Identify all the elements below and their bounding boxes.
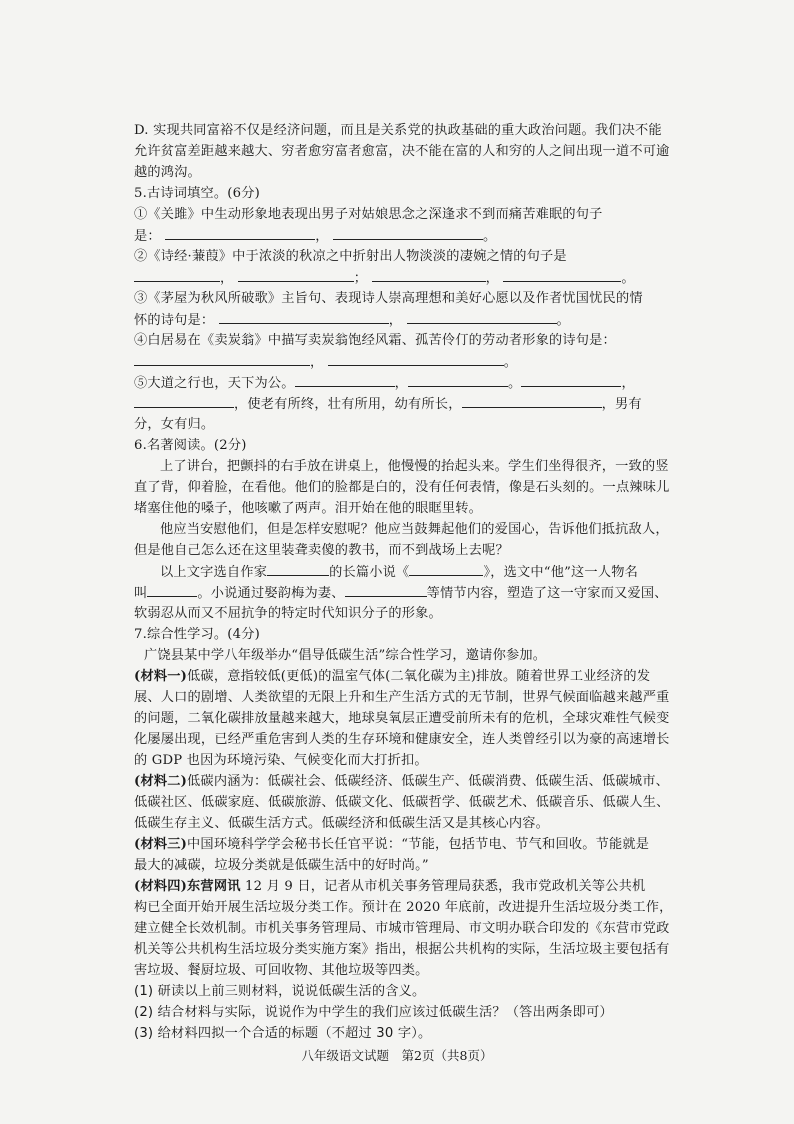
q6-fill-text: 。小说通过娶韵梅为妻、 [197, 586, 345, 601]
material-label: (材料二) [134, 774, 188, 789]
answer-blank[interactable] [147, 582, 197, 597]
answer-blank[interactable] [219, 309, 389, 324]
material-text: 低碳内涵为：低碳社会、低碳经济、低碳生产、低碳消费、低碳生活、低碳城市、 [187, 774, 669, 789]
q7-subquestion-3: (3) 给材料四拟一个合适的标题（不超过 30 字）。 [134, 1026, 432, 1041]
page-footer: 八年级语文试题 第2页（共8页） [301, 1048, 493, 1063]
material-label: (材料三) [134, 837, 188, 852]
material-text: 低碳，意指较低(更低)的温室气体(二氧化碳为主)排放。随着世界工业经济的发 [187, 669, 651, 684]
question-6-title: 6.名著阅读。(2分) [134, 438, 247, 453]
answer-blank[interactable] [165, 225, 315, 240]
q5-item-1: ①《关雎》中生动形象地表现出男子对姑娘思念之深逢求不到而痛苦难眠的句子 [134, 207, 603, 222]
material-1-line: 的问题，二氧化碳排放量越来越大，地球臭氧层正遭受前所未有的危机，全球灾难性气候变 [134, 711, 670, 726]
answer-blank[interactable] [295, 372, 395, 387]
answer-blank[interactable] [462, 393, 602, 408]
answer-blank[interactable] [267, 561, 329, 576]
option-d-line: D. 实现共同富裕不仅是经济问题，而且是关系党的执政基础的重大政治问题。我们决不能 [134, 123, 662, 138]
answer-blank[interactable] [408, 372, 508, 387]
answer-blank[interactable] [238, 267, 354, 282]
answer-blank[interactable] [134, 393, 234, 408]
answer-blank[interactable] [503, 267, 621, 282]
q6-fill-line: 软弱忍从而又不屈抗争的特定时代知识分子的形象。 [134, 606, 442, 621]
q5-item-5-cont [134, 393, 668, 415]
answer-blank[interactable] [409, 561, 483, 576]
answer-blank[interactable] [407, 309, 557, 324]
material-1-line: 的 GDP 也因为环境污染、气候变化而大打折扣。 [134, 753, 428, 768]
material-1-line: 展、人口的剧增、人类欲望的无限上升和生产生活方式的无节制，世界气候面临越来越严重 [134, 690, 670, 705]
q5-item-5-text: ，使老有所终，壮有所用，幼有所长， [234, 397, 462, 412]
answer-blank[interactable] [333, 225, 483, 240]
q5-item-5-text: ⑤大道之行也，天下为公。 [134, 376, 295, 391]
q5-item-1-label: 是： [134, 229, 161, 244]
excerpt-line: 堵塞住他的嗓子，他咳嗽了两声。泪开始在他的眼眶里转。 [134, 501, 483, 516]
excerpt-line: 直了背，仰着脸，在看他。他们的脸都是白的，没有任何表情，像是石头刻的。一点辣味儿 [134, 480, 670, 495]
q5-item-2: ②《诗经·蒹葭》中于浓淡的秋凉之中折射出人物淡淡的凄婉之情的句子是 [134, 249, 567, 264]
q6-fill-text: 的长篇小说《 [329, 565, 410, 580]
answer-blank[interactable] [134, 351, 310, 366]
excerpt-line: 但是他自己怎么还在这里装聋卖傻的教书，而不到战场上去呢？ [134, 543, 509, 558]
material-2-line: 低碳社区、低碳家庭、低碳旅游、低碳文化、低碳哲学、低碳艺术、低碳音乐、低碳人生、 [134, 795, 670, 810]
answer-blank[interactable] [521, 372, 621, 387]
q6-fill-text: 以上文字选自作家 [160, 565, 268, 580]
q5-item-4-blanks: ， 。 [134, 351, 668, 373]
q5-item-4: ④白居易在《卖炭翁》中描写卖炭翁饱经风霜、孤苦伶仃的劳动者形象的诗句是： [134, 333, 616, 348]
material-1-line: 化屡屡出现，已经严重危害到人类的生存环境和健康安全，连人类曾经引以为豪的高速增长 [134, 732, 670, 747]
material-4-line: 害垃圾、餐厨垃圾、可回收物、其他垃圾等四类。 [134, 963, 429, 978]
q5-item-1-blanks: 是： ， 。 [134, 225, 668, 247]
q5-item-2-blanks: ， ； ， 。 [134, 267, 668, 289]
q5-item-3: ③《茅屋为秋风所破歌》主旨句、表现诗人崇高理想和美好心愿以及作者忧国忧民的情 [134, 291, 643, 306]
q5-item-5: ⑤大道之行也，天下为公。 ， 。 ， [134, 372, 668, 394]
q6-fill-line [134, 582, 668, 604]
q7-subquestion-2: (2) 结合材料与实际，说说作为中学生的我们应该过低碳生活？（答出两条即可） [134, 1005, 613, 1020]
excerpt-line: 他应当安慰他们，但是怎样安慰呢？他应当鼓舞起他们的爱国心，告诉他们抵抗敌人， [160, 522, 669, 537]
q5-item-5-text: ，男有 [601, 397, 642, 412]
material-4-line: 建立健全长效机制。市机关事务管理局、市城市管理局、市文明办联合印发的《东营市党政 [134, 921, 670, 936]
material-3-line: 最大的减碳，垃圾分类就是低碳生活中的好时尚。” [134, 858, 429, 873]
material-label: (材料四)东营网讯 [134, 879, 241, 894]
q7-intro: 广饶县某中学八年级举办“倡导低碳生活”综合性学习，邀请你参加。 [144, 648, 547, 663]
q6-fill-line [134, 561, 668, 583]
question-7-title: 7.综合性学习。(4分) [134, 627, 260, 642]
answer-blank[interactable] [345, 582, 427, 597]
q5-item-5-end: 分，女有归。 [134, 417, 215, 432]
material-label: (材料一) [134, 669, 188, 684]
material-2-line [134, 771, 668, 792]
q7-subquestion-1: (1) 研读以上前三则材料，说说低碳生活的含义。 [134, 984, 426, 999]
option-d-line: 允许贫富差距越来越大、穷者愈穷富者愈富，决不能在富的人和穷的人之间出现一道不可逾 [134, 144, 670, 159]
q5-item-3-blanks: 怀的诗句是： ， 。 [134, 309, 668, 331]
q6-fill-text: 》，选文中“他”这一人物名 [483, 565, 638, 580]
material-4-line: 构已全面开始开展生活垃圾分类工作。预计在 2020 年底前，改进提升生活垃圾分类工作， [134, 900, 673, 915]
answer-blank[interactable] [134, 267, 220, 282]
q5-item-3-label: 怀的诗句是： [134, 313, 215, 328]
material-1-line [134, 666, 668, 687]
material-2-line: 低碳生存主义、低碳生活方式。低碳经济和低碳生活又是其核心内容。 [134, 816, 550, 831]
option-d-line: 越的鸿沟。 [134, 165, 201, 180]
material-4-line: 机关等公共机构生活垃圾分类实施方案》指出，根据公共机构的实际，生活垃圾主要包括有 [134, 942, 670, 957]
q6-fill-text: 等情节内容，塑造了这一守家而又爱国、 [426, 586, 668, 601]
material-text: 12 月 9 日，记者从市机关事务管理局获悉，我市党政机关等公共机 [245, 879, 646, 894]
material-text: 中国环境科学学会秘书长任官平说：“节能，包括节电、节气和回收。节能就是 [187, 837, 650, 852]
answer-blank[interactable] [328, 351, 504, 366]
excerpt-line: 上了讲台，把颤抖的右手放在讲桌上，他慢慢的抬起头来。学生们坐得很齐，一致的竖 [160, 459, 669, 474]
material-4-line [134, 876, 668, 897]
material-3-line [134, 834, 668, 855]
question-5-title: 5.古诗词填空。(6分) [134, 186, 260, 201]
answer-blank[interactable] [372, 267, 486, 282]
q6-fill-text: 叫 [134, 586, 148, 601]
